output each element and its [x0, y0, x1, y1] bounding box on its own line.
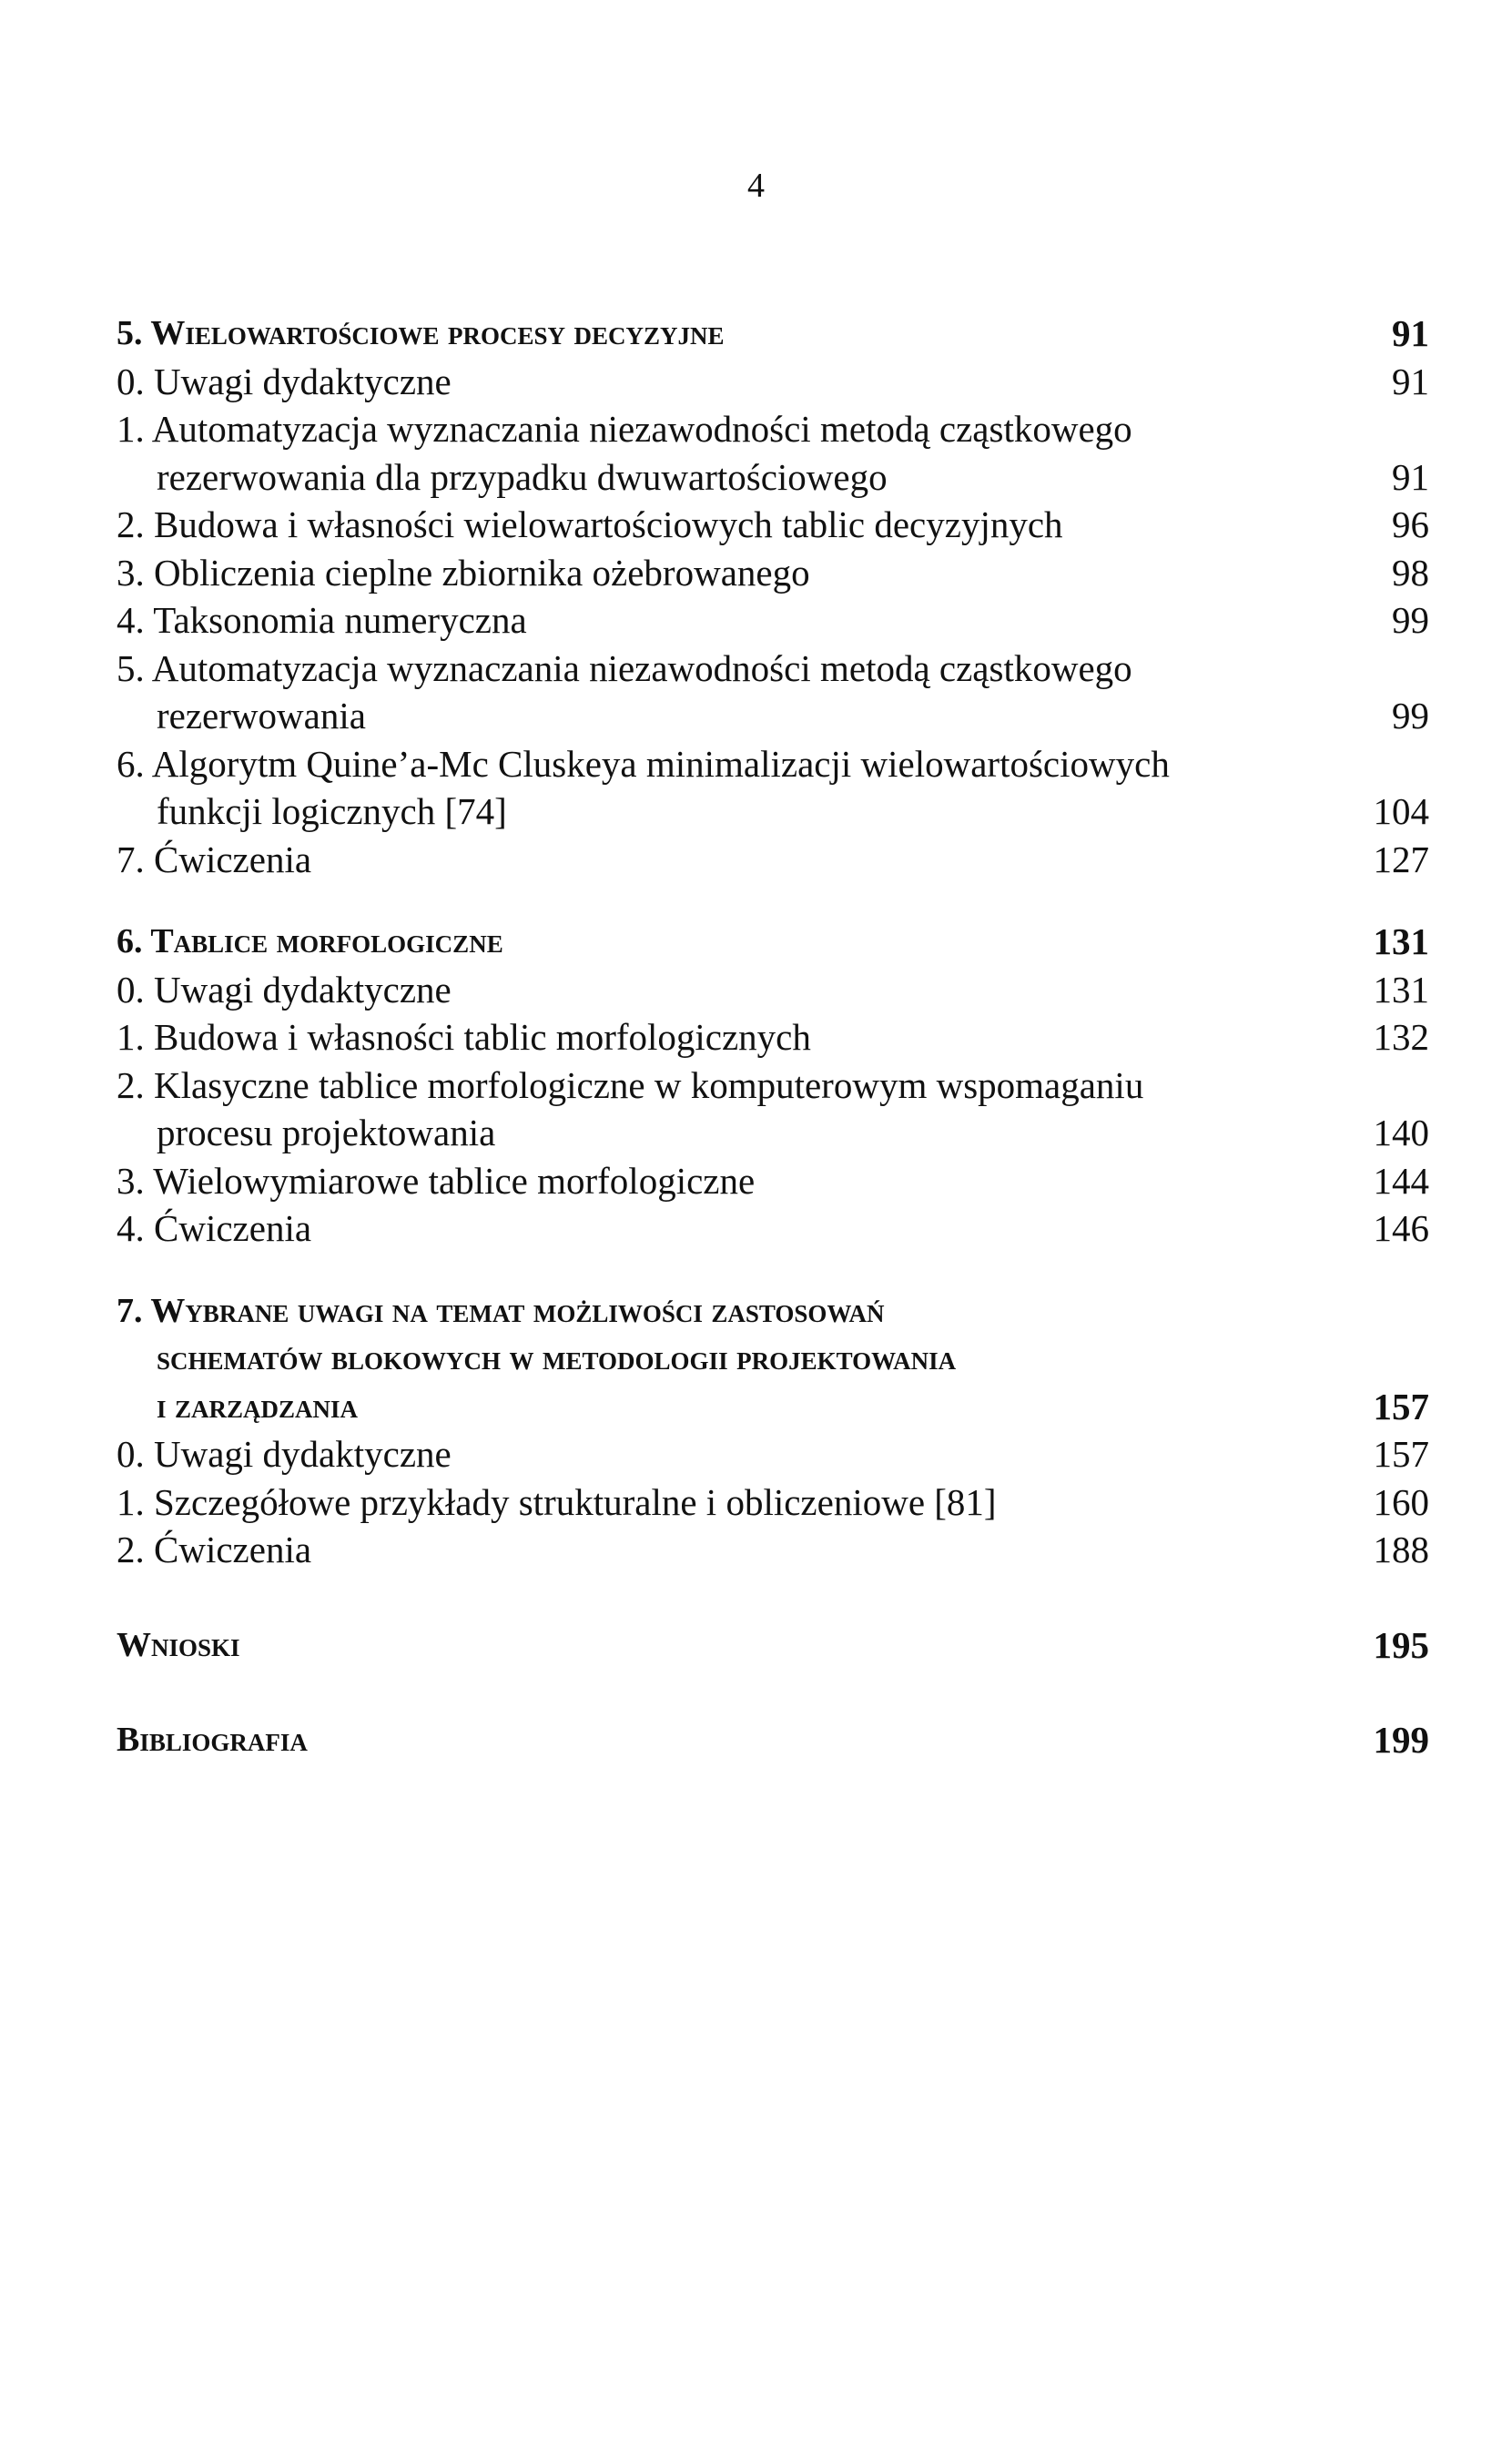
toc-entry	[117, 1430, 1429, 1478]
toc-conclusions	[117, 1621, 1429, 1670]
entry-page: 127	[1373, 838, 1429, 880]
toc-chapter-7	[117, 1287, 1429, 1336]
entry-page: 131	[1373, 968, 1429, 1011]
toc-entry	[117, 1204, 1429, 1253]
entry-title: 1. Budowa i własności tablic morfologicznych	[117, 1016, 811, 1058]
toc-entry	[117, 1478, 1429, 1527]
chapter-title: 5. Wielowartościowe procesy decyzyjne	[117, 314, 725, 352]
chapter-page: 131	[1373, 920, 1429, 962]
toc-entry	[117, 1013, 1429, 1062]
entry-page: 132	[1373, 1016, 1429, 1058]
entry-page: 140	[1373, 1112, 1429, 1153]
section-title: Wnioski	[117, 1625, 240, 1664]
chapter-page: 91	[1392, 312, 1429, 354]
entry-title: 3. Obliczenia cieplne zbiornika ożebrowanego	[117, 551, 810, 594]
toc-entry	[117, 1062, 1429, 1110]
toc-chapter-7-continuation	[117, 1383, 1429, 1431]
section-page: 199	[1373, 1719, 1429, 1761]
entry-page: 144	[1373, 1159, 1429, 1202]
toc-bibliography	[117, 1716, 1429, 1764]
toc-entry	[117, 966, 1429, 1014]
chapter-page: 157	[1373, 1385, 1429, 1427]
toc-entry	[117, 596, 1429, 645]
toc-entry	[117, 549, 1429, 597]
toc-chapter-6	[117, 918, 1429, 966]
toc-entry-continuation	[117, 692, 1429, 740]
toc-entry	[117, 836, 1429, 884]
toc-entry-continuation	[117, 787, 1429, 836]
entry-title: 0. Uwagi dydaktyczne	[117, 360, 452, 402]
entry-title: 5. Automatyzacja wyznaczania niezawodności metodą cząstkowego	[117, 646, 1132, 689]
section-title: Bibliografia	[117, 1721, 308, 1759]
toc-chapter-7-continuation	[117, 1335, 1429, 1383]
entry-title: 7. Ćwiczenia	[117, 838, 312, 880]
toc-entry-continuation	[117, 1109, 1429, 1157]
entry-page: 188	[1373, 1529, 1429, 1570]
entry-title-cont: procesu projektowania	[157, 1112, 496, 1153]
chapter-title-cont: i zarządzania	[157, 1387, 359, 1426]
entry-page: 146	[1373, 1207, 1429, 1249]
toc-entry	[117, 405, 1429, 453]
entry-title-cont: funkcji logicznych [74]	[157, 790, 507, 832]
entry-title: 2. Budowa i własności wielowartościowych tablic decyzyjnych	[117, 503, 1063, 545]
toc-entry	[117, 740, 1429, 788]
entry-page: 160	[1373, 1480, 1429, 1523]
entry-title: 0. Uwagi dydaktyczne	[117, 1433, 452, 1475]
entry-title: 3. Wielowymiarowe tablice morfologiczne	[117, 1159, 756, 1202]
section-page: 195	[1373, 1623, 1429, 1666]
toc-entry-continuation	[117, 453, 1429, 502]
chapter-title-cont: schematów blokowych w metodologii projektowania	[157, 1339, 957, 1377]
entry-title: 2. Ćwiczenia	[117, 1529, 312, 1570]
entry-page: 99	[1392, 695, 1429, 736]
toc-chapter-5	[117, 310, 1429, 358]
toc-entry	[117, 1526, 1429, 1574]
entry-title: 1. Szczegółowe przykłady strukturalne i obliczeniowe [81]	[117, 1480, 997, 1523]
page-number: 4	[747, 167, 765, 205]
entry-title: 4. Taksonomia numeryczna	[117, 599, 527, 641]
entry-title-cont: rezerwowania	[157, 695, 366, 736]
table-of-contents	[117, 310, 1429, 1764]
chapter-title: 6. Tablice morfologiczne	[117, 922, 503, 960]
entry-title: 1. Automatyzacja wyznaczania niezawodności metodą cząstkowego	[117, 408, 1132, 450]
entry-page: 99	[1392, 599, 1429, 641]
entry-title: 2. Klasyczne tablice morfologiczne w komputerowym wspomaganiu	[117, 1063, 1144, 1106]
entry-title: 6. Algorytm Quine’a-Mc Cluskeya minimalizacji wielowartościowych	[117, 742, 1170, 785]
entry-title: 4. Ćwiczenia	[117, 1207, 312, 1249]
toc-entry	[117, 645, 1429, 693]
entry-page: 157	[1373, 1433, 1429, 1475]
toc-entry	[117, 1157, 1429, 1205]
entry-page: 104	[1373, 790, 1429, 832]
entry-page: 98	[1392, 551, 1429, 594]
entry-page: 91	[1392, 455, 1429, 498]
chapter-title: 7. Wybrane uwagi na temat możliwości zastosowań	[117, 1291, 885, 1330]
entry-title-cont: rezerwowania dla przypadku dwuwartościowego	[157, 455, 888, 498]
entry-page: 91	[1392, 360, 1429, 402]
toc-entry	[117, 358, 1429, 406]
toc-entry	[117, 501, 1429, 549]
entry-title: 0. Uwagi dydaktyczne	[117, 968, 452, 1011]
entry-page: 96	[1392, 503, 1429, 545]
